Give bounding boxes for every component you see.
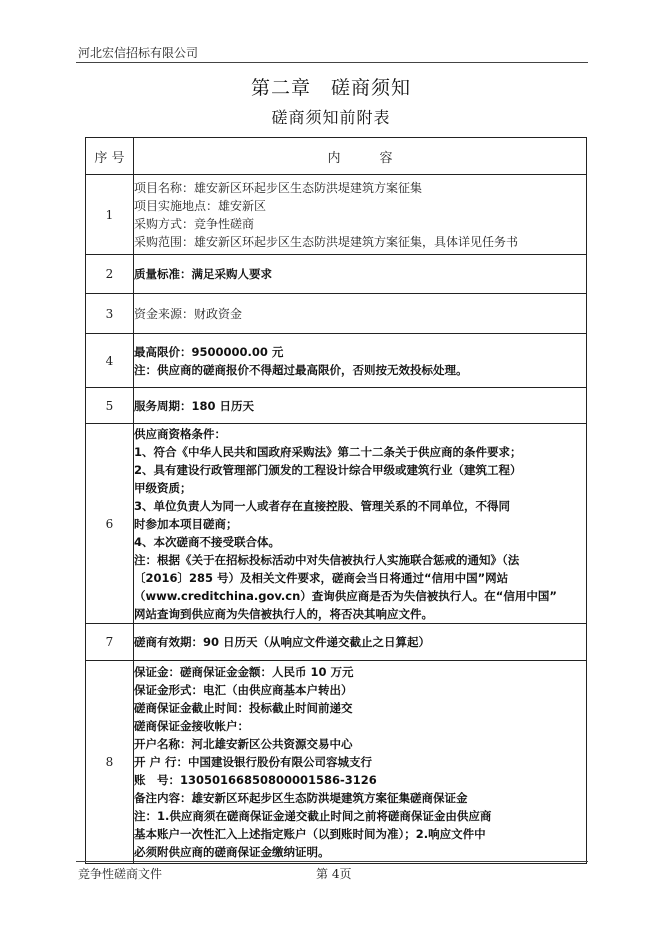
row-number: 6 (86, 424, 134, 624)
content-line: 基本账户一次性汇入上述指定账户（以到账时间为准）；2.响应文件中 (134, 827, 486, 841)
content-line: 备注内容：雄安新区环起步区生态防洪堤建筑方案征集磋商保证金 (134, 791, 468, 805)
row-number: 8 (86, 661, 134, 864)
table-title: 磋商须知前附表 (271, 108, 391, 127)
content-line: 采购范围：雄安新区环起步区生态防洪堤建筑方案征集，具体详见任务书 (134, 234, 519, 249)
table-row (86, 294, 587, 334)
row-content (134, 661, 587, 864)
row-content (134, 388, 587, 424)
content-line: 开 户 行：中国建设银行股份有限公司容城支行 (134, 755, 373, 769)
row-content (134, 294, 587, 334)
notice-table (85, 137, 587, 864)
table-row (86, 255, 587, 294)
row-content (134, 424, 587, 624)
content-line: 磋商保证金截止时间：投标截止时间前递交 (134, 701, 353, 715)
row-content (134, 255, 587, 294)
content-line: 网站查询到供应商为失信被执行人的，将否决其响应文件。 (134, 606, 433, 621)
content-line: 4、本次磋商不接受联合体。 (134, 534, 281, 549)
content-line: 资金来源：财政资金 (134, 306, 243, 321)
content-line: 最高限价：9500000.00 元 (134, 344, 284, 359)
content-line: 必须附供应商的磋商保证金缴纳证明。 (134, 845, 330, 859)
content-line: 3、单位负责人为同一人或者存在直接控股、管理关系的不同单位，不得同 (134, 498, 510, 513)
row-number: 5 (86, 388, 134, 424)
content-line: 磋商有效期：90 日历天（从响应文件递交截止之日算起） (134, 635, 431, 649)
content-line: （www.creditchina.gov.cn）查询供应商是否为失信被执行人。在“信用中国” (134, 588, 557, 603)
content-line: 磋商保证金接收帐户： (134, 719, 249, 733)
content-line: 保证金形式：电汇（由供应商基本户转出） (134, 683, 353, 697)
content-line: 项目名称：雄安新区环起步区生态防洪堤建筑方案征集 (134, 180, 423, 195)
table-header-row (86, 138, 587, 175)
table-row (86, 424, 587, 624)
row-content (134, 175, 587, 255)
footer-page-number: 第 4页 (316, 867, 352, 881)
footer-doc-type: 竞争性磋商文件 (78, 867, 163, 881)
content-line: 注：根据《关于在招标投标活动中对失信被执行人实施联合惩戒的通知》（法 (134, 552, 520, 567)
row-number: 7 (86, 624, 134, 661)
content-line: 保证金：磋商保证金金额：人民币 10 万元 (134, 665, 354, 679)
content-line: 项目实施地点：雄安新区 (134, 198, 267, 213)
content-line: 开户名称：河北雄安新区公共资源交易中心 (134, 737, 353, 751)
table-row (86, 334, 587, 388)
content-line: 2、具有建设行政管理部门颁发的工程设计综合甲级或建筑行业（建筑工程） (134, 462, 522, 477)
content-line: 〔2016〕285 号）及相关文件要求，磋商会当日将通过“信用中国”网站 (134, 570, 509, 585)
chapter-title: 第二章 磋商须知 (250, 77, 411, 99)
table-row (86, 175, 587, 255)
content-line: 账 号：13050166850800001586-3126 (134, 773, 377, 787)
header-content: 内 容 (134, 138, 587, 175)
content-line: 采购方式：竞争性磋商 (134, 216, 255, 231)
content-line: 甲级资质； (134, 480, 192, 495)
header-company: 河北宏信招标有限公司 (78, 46, 199, 60)
table-row (86, 388, 587, 424)
content-line: 服务周期：180 日历天 (134, 398, 255, 413)
content-line: 供应商资格条件： (134, 426, 226, 441)
content-line: 1、符合《中华人民共和国政府采购法》第二十二条关于供应商的条件要求； (134, 444, 522, 459)
content-line: 注：供应商的磋商报价不得超过最高限价，否则按无效投标处理。 (134, 362, 468, 377)
table-row (86, 624, 587, 661)
content-line: 注：1.供应商须在磋商保证金递交截止时间之前将磋商保证金由供应商 (134, 809, 492, 823)
row-number: 2 (86, 255, 134, 294)
row-number: 4 (86, 334, 134, 388)
table-row (86, 661, 587, 864)
header-rule (76, 62, 588, 63)
header-no: 序 号 (86, 138, 134, 175)
footer-rule (76, 861, 588, 862)
row-content (134, 334, 587, 388)
content-line: 质量标准：满足采购人要求 (134, 267, 272, 281)
row-number: 1 (86, 175, 134, 255)
row-content (134, 624, 587, 661)
content-line: 时参加本项目磋商； (134, 516, 238, 531)
row-number: 3 (86, 294, 134, 334)
